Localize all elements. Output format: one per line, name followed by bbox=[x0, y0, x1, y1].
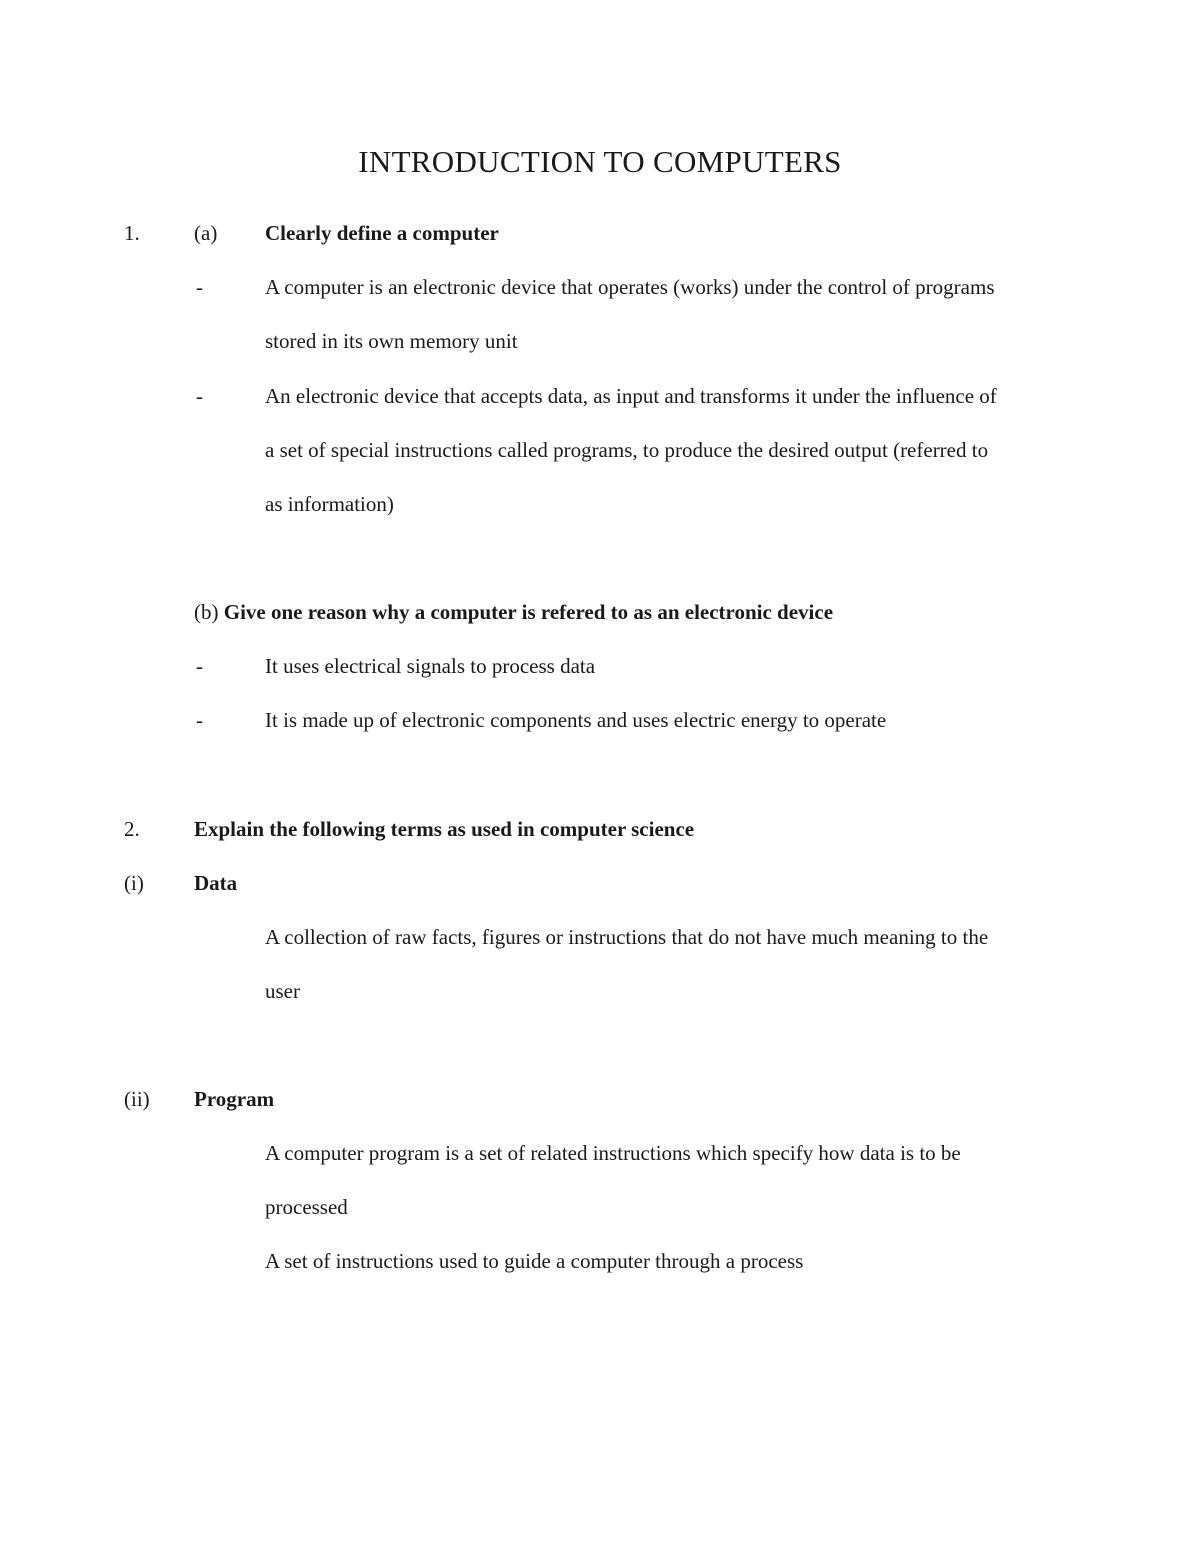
q1b-bullet2-dash: - bbox=[196, 708, 203, 732]
page-title: INTRODUCTION TO COMPUTERS bbox=[358, 144, 842, 179]
q1a-bullet2-line3: as information) bbox=[265, 492, 394, 516]
q2ii-term: Program bbox=[194, 1087, 275, 1111]
q2i-line2: user bbox=[265, 979, 300, 1003]
q1b-heading-row bbox=[194, 599, 833, 625]
q1-number: 1. bbox=[124, 221, 140, 245]
q2i-term: Data bbox=[194, 871, 238, 895]
q1a-bullet1-line2: stored in its own memory unit bbox=[265, 329, 518, 353]
q2ii-line3: A set of instructions used to guide a computer through a process bbox=[265, 1249, 804, 1273]
q2ii-line1: A computer program is a set of related instructions which specify how data is to be bbox=[265, 1141, 961, 1165]
q1a-bullet2-line2: a set of special instructions called programs, to produce the desired output (referred to bbox=[265, 438, 989, 462]
q1b-label: (b) bbox=[194, 600, 219, 624]
q1a-heading: Clearly define a computer bbox=[265, 221, 499, 245]
q1b-bullet2-text: It is made up of electronic components and uses electric energy to operate bbox=[265, 708, 887, 732]
q1b-heading: Give one reason why a computer is refered to as an electronic device bbox=[223, 600, 834, 624]
q2-heading: Explain the following terms as used in computer science bbox=[194, 817, 695, 841]
q2i-label: (i) bbox=[124, 871, 144, 895]
q2-number: 2. bbox=[124, 817, 140, 841]
q1a-bullet1-dash: - bbox=[196, 275, 203, 299]
q1a-bullet2-dash: - bbox=[196, 384, 203, 408]
q2ii-line2: processed bbox=[265, 1195, 348, 1219]
q2i-line1: A collection of raw facts, figures or instructions that do not have much meaning to the bbox=[265, 925, 989, 949]
q2ii-label: (ii) bbox=[124, 1087, 150, 1111]
q1a-label: (a) bbox=[194, 221, 218, 245]
q1b-bullet1-dash: - bbox=[196, 654, 203, 678]
q1a-bullet1-line1: A computer is an electronic device that operates (works) under the control of programs bbox=[265, 275, 995, 299]
q1a-bullet2-line1: An electronic device that accepts data, as input and transforms it under the influence of bbox=[265, 384, 997, 408]
q1b-bullet1-text: It uses electrical signals to process data bbox=[265, 654, 596, 678]
